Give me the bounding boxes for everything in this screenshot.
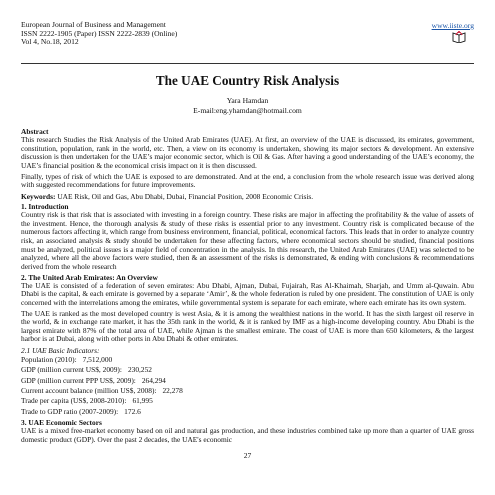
overview-paragraph-2: The UAE is ranked as the most developed country is west Asia, & it is among the wealthiest nations in the world. It has the sixth largest oil reserve in the world, & in exchange rate market, it has the 35th rank in the world, & it is ranked by IMF as a high-income developing country. Abu Dhabi is the largest emirate with 87% of the total area of UAE, while Ajman is the smallest emirate. The coast of UAE is more than 650 kilometers, & the largest harbor is at Dubai, along with other ports in Abu Dhabi & other emirates. — [21, 308, 474, 344]
indicator-label: Trade to GDP ratio (2007-2009): — [21, 406, 119, 416]
introduction-heading: 1. Introduction — [21, 201, 69, 211]
journal-header — [21, 21, 474, 63]
author-name: Yara Hamdan — [226, 96, 269, 105]
indicator-label: Population (2010): — [21, 355, 77, 365]
keywords — [21, 192, 474, 201]
economic-sectors-heading: 3. UAE Economic Sectors — [21, 417, 102, 427]
indicator-item — [21, 386, 474, 396]
journal-name: European Journal of Business and Management — [21, 20, 166, 29]
indicator-label: GDP (million current US$, 2009): — [21, 365, 122, 375]
iiste-logo — [446, 30, 472, 54]
indicator-item — [21, 396, 474, 406]
indicator-label: Current account balance (million US$, 2008): — [21, 386, 157, 396]
author-email: E-mail:eng.yhamdan@hotmail.com — [193, 105, 302, 115]
header-divider — [21, 63, 474, 64]
economic-sectors-paragraph: UAE is a mixed free-market economy based on oil and natural gas production, and these industries combined take up more than a quarter of UAE gross domestic product (GDP). Over the past 2 decades, the UAE's economic — [21, 425, 474, 444]
abstract-paragraph-1: This research Studies the Risk Analysis of the United Arab Emirates (UAE). At first, an overview of the UAE is discussed, its emirates, government, constitution, population, rank in the world, etc. Then, a view on its economy is undertaken, showing its major sectors & development. An extensive discussion is then undertaken for the UAE’s major economic sector, which is Oil & Gas. After having a good understanding of the UAE’s economy, the UAE’s financial position & the economical crisis impact on it is then discussed. — [21, 135, 474, 170]
journal-info — [21, 21, 474, 47]
book-icon — [452, 30, 466, 43]
indicator-value: 230,252 — [127, 365, 152, 375]
indicator-label: GDP (million current PPP US$, 2009): — [21, 375, 136, 385]
indicator-value: 22,278 — [162, 386, 183, 396]
journal-issn: ISSN 2222-1905 (Paper) ISSN 2222-2839 (Online) — [21, 28, 178, 38]
abstract-paragraph-2: Finally, types of risk of which the UAE is exposed to are demonstrated. And at the end, a conclusion from the whole research issue was derived along with suggested recommendations for future improvements. — [21, 171, 474, 190]
journal-website-link[interactable]: www.iiste.org — [431, 21, 474, 30]
indicator-label: Trade per capita (US$, 2008-2010): — [21, 396, 127, 406]
indicator-value: 7,512,000 — [82, 355, 113, 365]
indicator-value: 264,294 — [141, 375, 166, 385]
overview-heading: 2. The United Arab Emirates: An Overview — [21, 272, 158, 282]
indicators-list — [21, 355, 474, 417]
indicator-item — [21, 365, 474, 375]
introduction-paragraph: Country risk is that risk that is associated with investing in a foreign country. These risks are major in affecting the profitability & the value of assets of the investment. Hence, the thorough analysis & study of these risks is essential prior to any investment. Country risk is complicated because of the numerous factors affecting it, which range from business environment, financial, political, economical factors. This leads that in order to analyze country risk, an associated analysis & study should be undertaken for these affecting factors, where economical sectors should be studied, financial positions must be analyzed, political issues is a major field of concentration in the analysis. In this research, the United Arab Emirates (UAE) was selected to be analyzed, where all the above factors were studied, then & an assessment of the risks is demonstrated, & ending with conclusions & recommendations derived from the whole research — [21, 209, 474, 271]
abstract-heading: Abstract — [21, 127, 49, 136]
indicator-item — [21, 376, 474, 386]
overview-paragraph-1: The UAE is consisted of a federation of seven emirates: Abu Dhabi, Ajman, Dubai, Fujairah, Ras Al-Khaimah, Sharjah, and Umm al-Quwain. Abu Dhabi is the capital, & each emirate is governed by a separate ‘Amir’, & the whole federation is ruled by one president. The constitution of UAE is only concerned with the interrelations among the emirates, while governmental system is separate for each emirate, where each emirate has its own system. — [21, 280, 474, 307]
keywords-list: UAE Risk, Oil and Gas, Abu Dhabi, Dubai, Financial Position, 2008 Economic Crisis. — [55, 191, 314, 201]
keywords-label: Keywords: — [21, 191, 56, 201]
indicator-item — [21, 355, 474, 365]
indicators-heading: 2.1 UAE Basic Indicators: — [21, 346, 100, 356]
paper-title: The UAE Country Risk Analysis — [155, 73, 340, 88]
indicator-item — [21, 407, 474, 417]
indicator-value: 61,995 — [132, 396, 153, 406]
indicator-value: 172.6 — [124, 406, 141, 416]
journal-volume: Vol 4, No.18, 2012 — [21, 37, 79, 47]
page-number: 27 — [243, 451, 252, 460]
